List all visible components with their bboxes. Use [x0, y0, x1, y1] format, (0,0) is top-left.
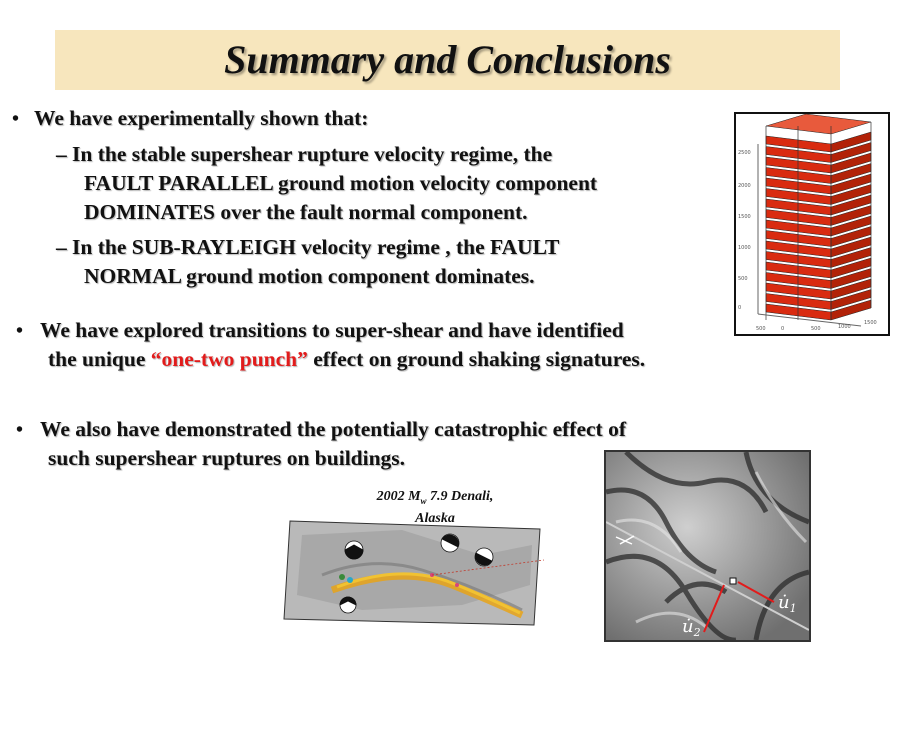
sub-1-line-3: DOMINATES over the fault normal component. [84, 200, 528, 224]
building-roof [766, 114, 871, 134]
bullet-marker: • [16, 419, 24, 441]
photoelastic-svg [606, 452, 809, 640]
photoelastic-experiment-image [604, 450, 811, 642]
bullet-2-line-2 [48, 347, 645, 372]
sub-1-line-2: FAULT PARALLEL ground motion velocity component [84, 171, 598, 195]
one-two-punch-highlight: “one-two punch” [150, 347, 308, 371]
building-model-figure [734, 112, 890, 336]
building-xtick-label: 500 [811, 326, 821, 332]
sub-2-line-1: In the SUB-RAYLEIGH velocity regime , the FAULT [72, 235, 560, 259]
denali-map-figure [282, 515, 544, 633]
map-caption-line-2: Alaska [415, 510, 455, 526]
building-xtick-label: 1000 [838, 324, 851, 330]
denali-map-svg [282, 515, 544, 633]
bullet-marker: • [12, 108, 20, 130]
sub-2-line-2: NORMAL ground motion component dominates. [84, 264, 535, 288]
building-xtick-label: 500 [756, 326, 766, 332]
bullet-2-text-a: the unique [48, 347, 151, 371]
building-xtick-label: 1500 [864, 320, 877, 326]
dash-marker: – [56, 142, 67, 166]
u1-label: $u̇_1$ [778, 592, 797, 615]
map-caption-sub: w [420, 495, 427, 506]
u2-label: $u̇_2$ [682, 616, 701, 639]
bullet-3-line-2: such supershear ruptures on buildings. [48, 446, 406, 470]
building-tick-label: 2000 [738, 183, 751, 189]
building-tick-label: 1000 [738, 245, 751, 251]
bullet-marker: • [16, 320, 24, 342]
building-floors [766, 114, 871, 320]
map-caption-part: 7.9 Denali, [426, 489, 494, 504]
bullet-2-line-1: We have explored transitions to super-shear and have identified [40, 318, 624, 342]
building-tick-label: 500 [738, 276, 748, 282]
building-xtick-label: 0 [781, 326, 785, 332]
building-model-svg [736, 114, 888, 334]
bullet-1-text: We have experimentally shown that: [34, 106, 369, 130]
bullet-3-line-1: We also have demonstrated the potentially catastrophic effect of [40, 417, 626, 441]
building-tick-label: 0 [738, 305, 742, 311]
slide-title: Summary and Conclusions [224, 37, 671, 82]
dash-marker: – [56, 235, 67, 259]
building-tick-label: 2500 [738, 150, 751, 156]
map-caption-line-1 [360, 488, 510, 510]
bullet-2-text-b: effect on ground shaking signatures. [307, 347, 646, 371]
sub-1-line-1: In the stable supershear rupture velocity regime, the [72, 142, 553, 166]
map-caption-part: 2002 M [376, 489, 421, 504]
building-tick-label: 1500 [738, 214, 751, 220]
